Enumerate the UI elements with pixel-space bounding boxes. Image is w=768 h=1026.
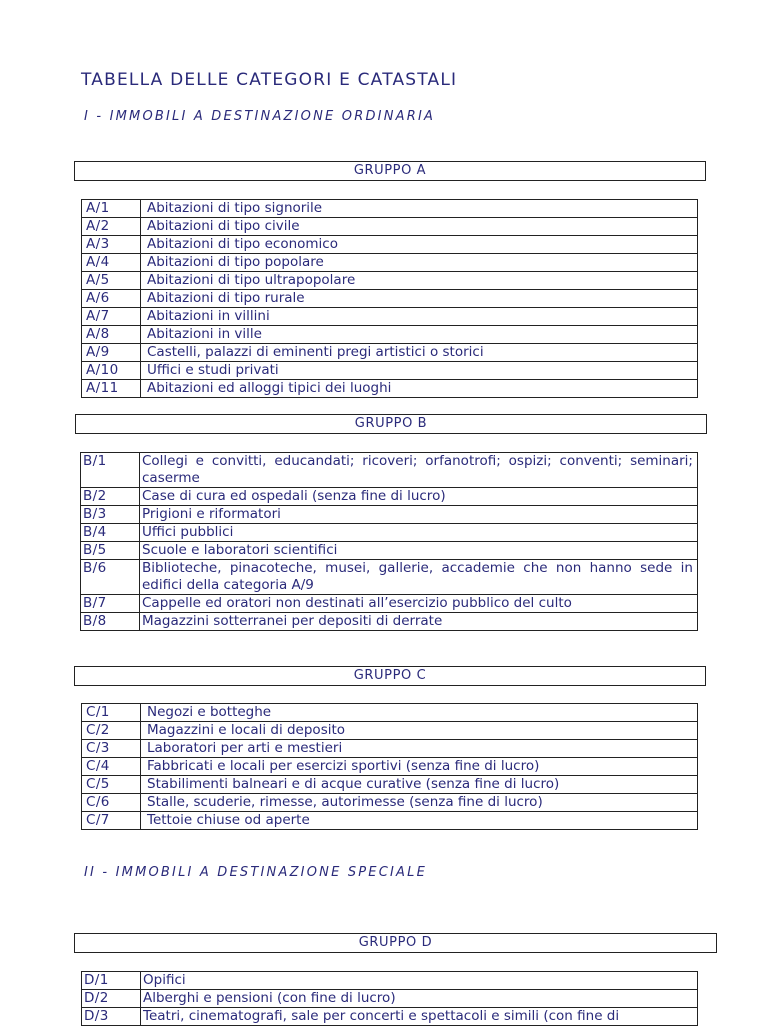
category-description: Abitazioni di tipo economico [141, 236, 698, 254]
group-header-c: GRUPPO C [74, 666, 706, 686]
table-row [82, 200, 698, 218]
category-description: Biblioteche, pinacoteche, musei, gallerie, accademie che non hanno sede in edifici della categoria A/9 [140, 560, 698, 595]
category-table-a [81, 199, 698, 398]
table-row [81, 453, 698, 488]
category-code: A/10 [82, 362, 141, 380]
table-row [82, 1008, 698, 1026]
category-code: B/2 [81, 488, 140, 506]
group-header-d: GRUPPO D [74, 933, 717, 953]
group-header-a: GRUPPO A [74, 161, 706, 181]
table-row [82, 362, 698, 380]
table-row [82, 812, 698, 830]
category-table-d [81, 971, 698, 1026]
table-row [82, 990, 698, 1008]
category-code: B/3 [81, 506, 140, 524]
category-code: C/4 [82, 758, 141, 776]
table-row [81, 542, 698, 560]
category-description: Opifici [141, 972, 698, 990]
category-code: A/3 [82, 236, 141, 254]
category-code: A/8 [82, 326, 141, 344]
table-row [82, 972, 698, 990]
table-row [82, 740, 698, 758]
category-description: Stabilimenti balneari e di acque curative (senza fine di lucro) [141, 776, 698, 794]
category-description: Laboratori per arti e mestieri [141, 740, 698, 758]
category-description: Stalle, scuderie, rimesse, autorimesse (senza fine di lucro) [141, 794, 698, 812]
group-header-b: GRUPPO B [75, 414, 707, 434]
category-description: Magazzini e locali di deposito [141, 722, 698, 740]
category-description: Uffici e studi privati [141, 362, 698, 380]
table-row [82, 218, 698, 236]
category-code: B/8 [81, 613, 140, 631]
table-row [82, 236, 698, 254]
section-heading-ordinaria: I - IMMOBILI A DESTINAZIONE ORDINARIA [84, 109, 436, 124]
table-row [81, 506, 698, 524]
section-heading-speciale: II - IMMOBILI A DESTINAZIONE SPECIALE [84, 865, 427, 880]
category-code: C/1 [82, 704, 141, 722]
category-description: Cappelle ed oratori non destinati all’esercizio pubblico del culto [140, 595, 698, 613]
category-code: B/4 [81, 524, 140, 542]
category-description: Abitazioni in villini [141, 308, 698, 326]
category-description: Abitazioni di tipo civile [141, 218, 698, 236]
category-description: Tettoie chiuse od aperte [141, 812, 698, 830]
category-description: Teatri, cinematografi, sale per concerti e spettacoli e simili (con fine di [141, 1008, 698, 1026]
table-row [82, 380, 698, 398]
table-row [82, 758, 698, 776]
page-title: TABELLA DELLE CATEGORI E CATASTALI [81, 70, 458, 90]
category-code: C/2 [82, 722, 141, 740]
category-code: A/4 [82, 254, 141, 272]
category-code: D/2 [82, 990, 141, 1008]
category-code: A/5 [82, 272, 141, 290]
category-code: A/7 [82, 308, 141, 326]
category-code: B/1 [81, 453, 140, 488]
category-description: Scuole e laboratori scientifici [140, 542, 698, 560]
category-code: C/7 [82, 812, 141, 830]
category-description: Magazzini sotterranei per depositi di derrate [140, 613, 698, 631]
table-row [82, 272, 698, 290]
category-table-c [81, 703, 698, 830]
table-row [82, 254, 698, 272]
category-description: Case di cura ed ospedali (senza fine di lucro) [140, 488, 698, 506]
category-description: Abitazioni di tipo rurale [141, 290, 698, 308]
table-row [81, 613, 698, 631]
table-row [82, 794, 698, 812]
category-description: Fabbricati e locali per esercizi sportivi (senza fine di lucro) [141, 758, 698, 776]
table-row [82, 722, 698, 740]
category-code: C/5 [82, 776, 141, 794]
category-code: C/3 [82, 740, 141, 758]
category-description: Collegi e convitti, educandati; ricoveri; orfanotrofi; ospizi; conventi; seminari; caserme [140, 453, 698, 488]
category-description: Alberghi e pensioni (con fine di lucro) [141, 990, 698, 1008]
category-description: Castelli, palazzi di eminenti pregi artistici o storici [141, 344, 698, 362]
category-description: Negozi e botteghe [141, 704, 698, 722]
table-row [82, 326, 698, 344]
table-row [82, 776, 698, 794]
table-row [81, 595, 698, 613]
category-description: Abitazioni ed alloggi tipici dei luoghi [141, 380, 698, 398]
category-code: D/3 [82, 1008, 141, 1026]
category-code: A/1 [82, 200, 141, 218]
category-description: Abitazioni di tipo popolare [141, 254, 698, 272]
table-row [82, 308, 698, 326]
category-description: Abitazioni in ville [141, 326, 698, 344]
table-row [81, 560, 698, 595]
category-code: A/9 [82, 344, 141, 362]
category-code: B/7 [81, 595, 140, 613]
category-table-b [80, 452, 698, 631]
category-code: A/6 [82, 290, 141, 308]
category-description: Abitazioni di tipo ultrapopolare [141, 272, 698, 290]
category-code: C/6 [82, 794, 141, 812]
category-code: D/1 [82, 972, 141, 990]
table-row [82, 290, 698, 308]
table-row [82, 344, 698, 362]
category-code: B/6 [81, 560, 140, 595]
category-description: Abitazioni di tipo signorile [141, 200, 698, 218]
category-code: A/11 [82, 380, 141, 398]
category-code: B/5 [81, 542, 140, 560]
table-row [81, 488, 698, 506]
category-description: Uffici pubblici [140, 524, 698, 542]
table-row [81, 524, 698, 542]
category-code: A/2 [82, 218, 141, 236]
category-description: Prigioni e riformatori [140, 506, 698, 524]
table-row [82, 704, 698, 722]
